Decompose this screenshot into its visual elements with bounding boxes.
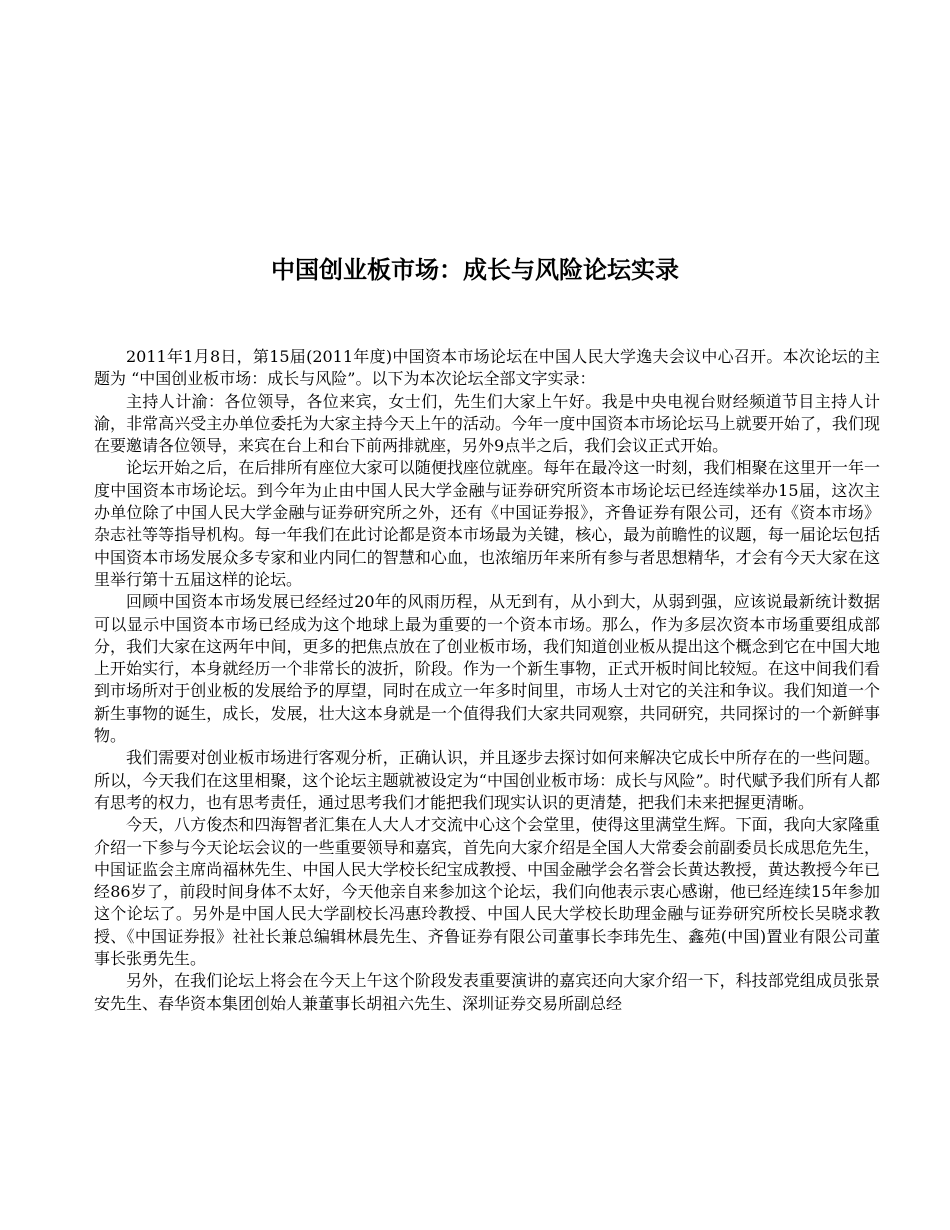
paragraph-market-review: 回顾中国资本市场发展已经经过20年的风雨历程，从无到有，从小到大，从弱到强，应该说最新统计数据可以显示中国资本市场已经成为这个地球上最为重要的一个资本市场。那么，作为多层次资本市场重要组成部分，我们大家在这两年中间，更多的把焦点放在了创业板市场，我们知道创业板从提出这个概念到它在中国大地上开始实行，本身就经历一个非常长的波折，阶段。作为一个新生事物，正式开板时间比较短。在这中间我们看到市场所对于创业板的发展给予的厚望，同时在成立一年多时间里，市场人士对它的关注和争议。我们知道一个新生事物的诞生，成长，发展，壮大这本身就是一个值得我们大家共同观察，共同研究，共同探讨的一个新鲜事物。 xyxy=(94,592,880,746)
document-body xyxy=(94,346,880,1015)
paragraph-forum-opening: 论坛开始之后，在后排所有座位大家可以随便找座位就座。每年在最冷这一时刻，我们相聚在这里开一年一度中国资本市场论坛。到今年为止由中国人民大学金融与证券研究所资本市场论坛已经连续举办15届，这次主办单位除了中国人民大学金融与证券研究所之外，还有《中国证券报》，齐鲁证券有限公司，还有《资本市场》杂志社等等指导机构。每一年我们在此讨论都是资本市场最为关键，核心，最为前瞻性的议题，每一届论坛包括中国资本市场发展众多专家和业内同仁的智慧和心血，也浓缩历年来所有参与者思想精华，才会有今天大家在这里举行第十五届这样的论坛。 xyxy=(94,458,880,589)
paragraph-intro: 2011年1月8日，第15届(2011年度)中国资本市场论坛在中国人民大学逸夫会议中心召开。本次论坛的主题为 “中国创业板市场：成长与风险”。以下为本次论坛全部文字实录： xyxy=(94,347,880,389)
paragraph-forum-theme: 我们需要对创业板市场进行客观分析，正确认识，并且逐步去探讨如何来解决它成长中所存在的一些问题。所以，今天我们在这里相聚，这个论坛主题就被设定为“中国创业板市场：成长与风险”。时代赋予我们所有人都有思考的权力，也有思考责任，通过思考我们才能把我们现实认识的更清楚，把我们未来把握更清晰。 xyxy=(94,748,880,812)
paragraph-host-greeting: 主持人计渝：各位领导，各位来宾，女士们，先生们大家上午好。我是中央电视台财经频道节目主持人计渝，非常高兴受主办单位委托为大家主持今天上午的活动。今年一度中国资本市场论坛马上就要开始了，我们现在要邀请各位领导，来宾在台上和台下前两排就座，另外9点半之后，我们会议正式开始。 xyxy=(94,391,880,456)
document-title: 中国创业板市场：成长与风险论坛实录 xyxy=(271,256,679,284)
paragraph-speakers-intro: 另外，在我们论坛上将会在今天上午这个阶段发表重要演讲的嘉宾还向大家介绍一下，科技部党组成员张景安先生、春华资本集团创始人兼董事长胡祖六先生、深圳证券交易所副总经 xyxy=(94,971,880,1013)
paragraph-guests-intro: 今天，八方俊杰和四海智者汇集在人大人才交流中心这个会堂里，使得这里满堂生辉。下面，我向大家隆重介绍一下参与今天论坛会议的一些重要领导和嘉宾，首先向大家介绍是全国人大常委会前副委员长成思危先生，中国证监会主席尚福林先生、中国人民大学校长纪宝成教授、中国金融学会名誉会长黄达教授，黄达教授今年已经86岁了，前段时间身体不太好，今天他亲自来参加这个论坛，我们向他表示衷心感谢，他已经连续15年参加这个论坛了。另外是中国人民大学副校长冯惠玲教授、中国人民大学校长助理金融与证券研究所校长吴晓求教授、《中国证券报》社社长兼总编辑林晨先生、齐鲁证券有限公司董事长李玮先生、鑫苑(中国)置业有限公司董事长张勇先生。 xyxy=(94,815,880,969)
